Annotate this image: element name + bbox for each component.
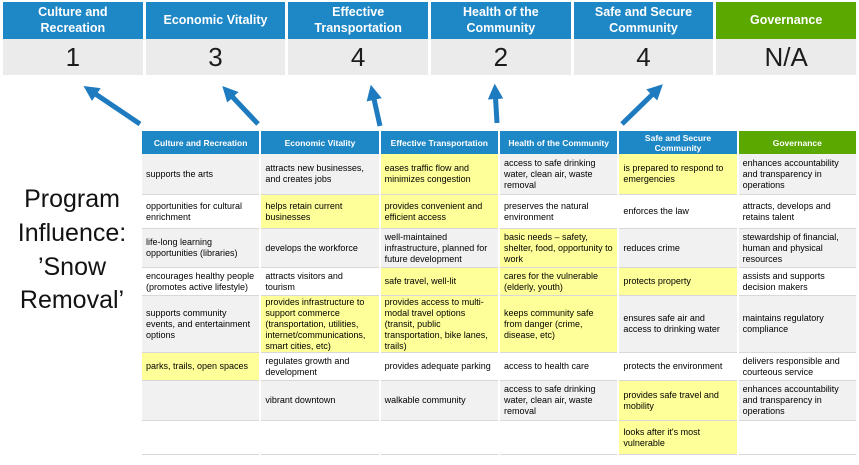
matrix-header-safe-and-secure-community: Safe and Secure Community — [619, 131, 736, 154]
priority-header-label: Economic Vitality — [146, 2, 286, 39]
matrix-cell: ensures safe air and access to drinking water — [619, 296, 736, 353]
priority-score-value: 1 — [3, 39, 143, 75]
priority-score-banner — [3, 2, 856, 75]
matrix-cell: keeps community safe from danger (crime, disease, etc) — [500, 296, 617, 353]
matrix-cell: looks after it's most vulnerable — [619, 421, 736, 455]
matrix-cell: attracts, develops and retains talent — [739, 195, 856, 229]
matrix-header-economic-vitality: Economic Vitality — [261, 131, 378, 154]
priority-score-value: 3 — [146, 39, 286, 75]
influence-arrow-icon — [226, 90, 258, 124]
priority-score-value: 4 — [574, 39, 714, 75]
matrix-cell: access to safe drinking water, clean air, waste removal — [500, 381, 617, 421]
matrix-cell: provides access to multi-modal travel options (transit, public transportation, bike lanes, trails) — [381, 296, 498, 353]
priority-culture-and-recreation — [3, 2, 143, 75]
priority-header-label: Governance — [716, 2, 856, 39]
matrix-cell — [739, 421, 856, 455]
matrix-header-governance: Governance — [739, 131, 856, 154]
priority-matrix-table — [142, 131, 856, 455]
matrix-cell: encourages healthy people (promotes active lifestyle) — [142, 268, 259, 296]
matrix-cell: provides convenient and efficient access — [381, 195, 498, 229]
matrix-cell: reduces crime — [619, 229, 736, 268]
priority-score-value: 2 — [431, 39, 571, 75]
program-influence-label: Program Influence: ’Snow Removal’ — [17, 185, 127, 315]
matrix-cell: maintains regulatory compliance — [739, 296, 856, 353]
priority-score-value: 4 — [288, 39, 428, 75]
matrix-cell: provides infrastructure to support commerce (transportation, utilities, internet/communications, smart cities, etc) — [261, 296, 378, 353]
priority-effective-transportation — [288, 2, 428, 75]
matrix-cell: provides safe travel and mobility — [619, 381, 736, 421]
matrix-cell: safe travel, well-lit — [381, 268, 498, 296]
matrix-cell: enhances accountability and transparency in operations — [739, 381, 856, 421]
matrix-cell: attracts visitors and tourism — [261, 268, 378, 296]
matrix-cell: delivers responsible and courteous service — [739, 353, 856, 381]
matrix-cell: attracts new businesses, and creates jobs — [261, 154, 378, 195]
matrix-cell — [500, 421, 617, 455]
matrix-cell: helps retain current businesses — [261, 195, 378, 229]
matrix-cell: preserves the natural environment — [500, 195, 617, 229]
priority-safe-and-secure-community — [574, 2, 714, 75]
matrix-cell: cares for the vulnerable (elderly, youth) — [500, 268, 617, 296]
matrix-cell: protects property — [619, 268, 736, 296]
matrix-cell — [261, 421, 378, 455]
matrix-cell — [142, 381, 259, 421]
matrix-header-culture-and-recreation: Culture and Recreation — [142, 131, 259, 154]
matrix-cell: supports community events, and entertainment options — [142, 296, 259, 353]
matrix-cell: regulates growth and development — [261, 353, 378, 381]
priority-header-label: Health of the Community — [431, 2, 571, 39]
matrix-cell: walkable community — [381, 381, 498, 421]
matrix-cell: enforces the law — [619, 195, 736, 229]
priority-economic-vitality — [146, 2, 286, 75]
matrix-cell: develops the workforce — [261, 229, 378, 268]
matrix-cell: protects the environment — [619, 353, 736, 381]
influence-arrows — [0, 78, 859, 130]
priority-governance — [716, 2, 856, 75]
influence-arrow-icon — [622, 88, 659, 124]
matrix-cell: parks, trails, open spaces — [142, 353, 259, 381]
influence-arrow-icon — [88, 89, 140, 124]
priority-header-label: Culture and Recreation — [3, 2, 143, 39]
matrix-cell: well-maintained infrastructure, planned for future development — [381, 229, 498, 268]
matrix-cell — [381, 421, 498, 455]
matrix-cell: vibrant downtown — [261, 381, 378, 421]
matrix-cell: stewardship of financial, human and physical resources — [739, 229, 856, 268]
matrix-header-effective-transportation: Effective Transportation — [381, 131, 498, 154]
influence-arrow-icon — [372, 90, 380, 126]
matrix-header-health-of-the-community: Health of the Community — [500, 131, 617, 154]
priority-health-of-the-community — [431, 2, 571, 75]
priority-score-value: N/A — [716, 39, 856, 75]
influence-arrow-icon — [495, 89, 497, 123]
priority-header-label: Safe and Secure Community — [574, 2, 714, 39]
matrix-cell: opportunities for cultural enrichment — [142, 195, 259, 229]
matrix-cell: supports the arts — [142, 154, 259, 195]
matrix-cell: assists and supports decision makers — [739, 268, 856, 296]
matrix-cell: is prepared to respond to emergencies — [619, 154, 736, 195]
matrix-cell: basic needs – safety, shelter, food, opportunity to work — [500, 229, 617, 268]
matrix-cell: access to health care — [500, 353, 617, 381]
matrix-cell: access to safe drinking water, clean air, waste removal — [500, 154, 617, 195]
matrix-cell: eases traffic flow and minimizes congestion — [381, 154, 498, 195]
matrix-cell: provides adequate parking — [381, 353, 498, 381]
matrix-cell: enhances accountability and transparency in operations — [739, 154, 856, 195]
priority-header-label: Effective Transportation — [288, 2, 428, 39]
matrix-cell: life-long learning opportunities (libraries) — [142, 229, 259, 268]
matrix-cell — [142, 421, 259, 455]
